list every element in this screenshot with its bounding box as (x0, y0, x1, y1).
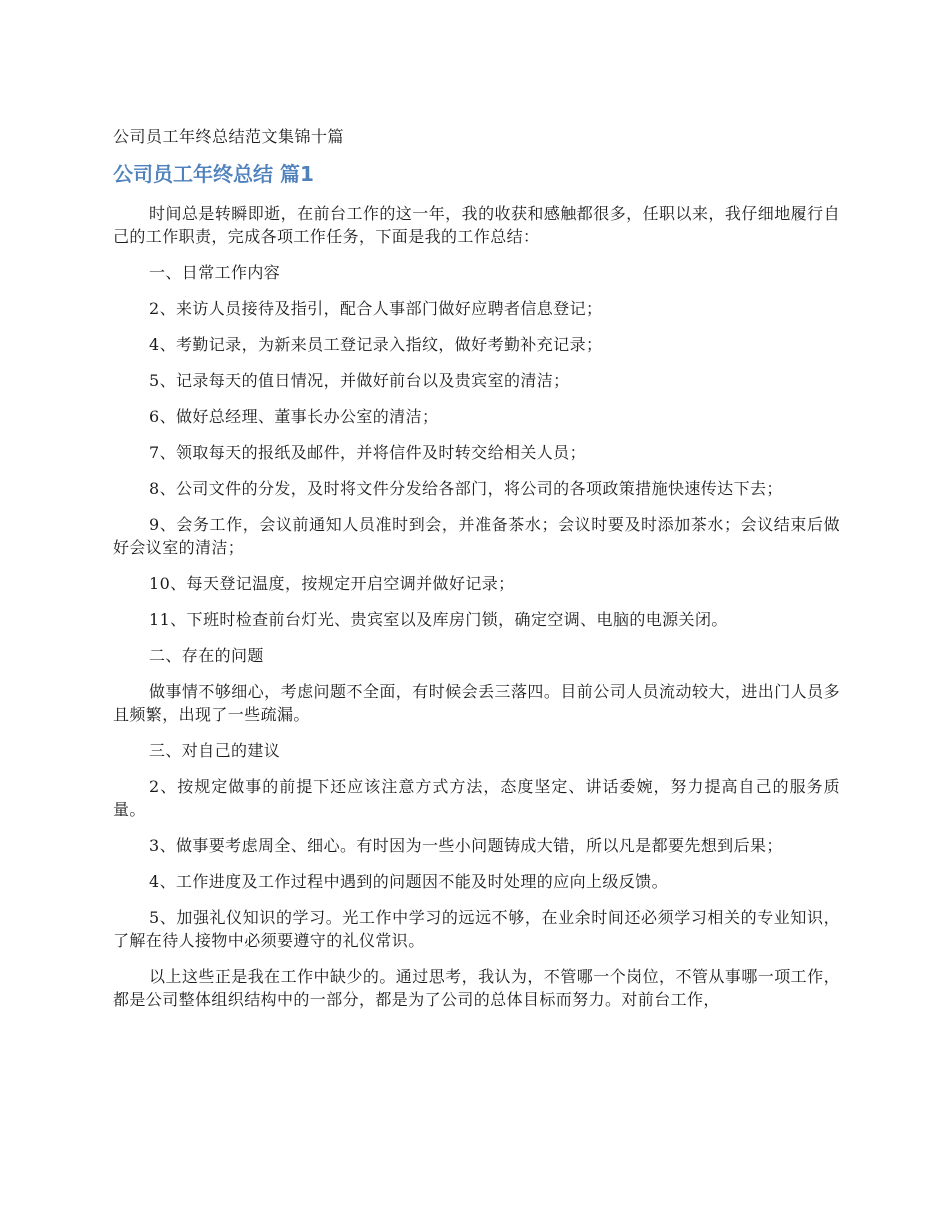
subheading-daily-work: 一、日常工作内容 (149, 263, 281, 282)
list-item: 4、考勤记录，为新来员工登记录入指纹，做好考勤补充记录； (149, 335, 603, 354)
list-item: 4、工作进度及工作过程中遇到的问题因不能及时处理的应向上级反馈。 (149, 872, 668, 891)
list-item: 6、做好总经理、董事长办公室的清洁； (149, 407, 439, 426)
list-item: 11、下班时检查前台灯光、贵宾室以及库房门锁，确定空调、电脑的电源关闭。 (149, 610, 728, 629)
list-item: 8、公司文件的分发，及时将文件分发给各部门，将公司的各项政策措施快速传达下去； (149, 479, 783, 498)
subheading-problems: 二、存在的问题 (149, 646, 264, 665)
list-item: 2、按规定做事的前提下还应该注意方式方法，态度坚定、讲话委婉，努力提高自己的服务质量。 (113, 777, 840, 819)
list-item: 9、会务工作，会议前通知人员准时到会，并准备茶水；会议时要及时添加茶水；会议结束后做好会议室的清洁； (113, 515, 840, 557)
paragraph-problems: 做事情不够细心，考虑问题不全面，有时候会丢三落四。目前公司人员流动较大，进出门人员多且频繁，出现了一些疏漏。 (113, 682, 840, 724)
list-item: 2、来访人员接待及指引，配合人事部门做好应聘者信息登记； (149, 299, 603, 318)
paragraph-intro: 时间总是转瞬即逝，在前台工作的这一年，我的收获和感触都很多，任职以来，我仔细地履行自己的工作职责，完成各项工作任务，下面是我的工作总结： (113, 204, 840, 246)
paragraph-conclusion: 以上这些正是我在工作中缺少的。通过思考，我认为，不管哪一个岗位，不管从事哪一项工作，都是公司整体组织结构中的一部分，都是为了公司的总体目标而努力。对前台工作， (113, 967, 840, 1009)
section-heading: 公司员工年终总结 篇1 (113, 162, 314, 186)
list-item: 7、领取每天的报纸及邮件，并将信件及时转交给相关人员； (149, 443, 586, 462)
list-item: 3、做事要考虑周全、细心。有时因为一些小问题铸成大错，所以凡是都要先想到后果； (149, 836, 783, 855)
document-title: 公司员工年终总结范文集锦十篇 (113, 127, 345, 146)
list-item: 10、每天登记温度，按规定开启空调并做好记录； (149, 574, 515, 593)
subheading-suggestions: 三、对自己的建议 (149, 741, 281, 760)
list-item: 5、记录每天的值日情况，并做好前台以及贵宾室的清洁； (149, 371, 570, 390)
document-page (113, 124, 840, 1024)
list-item: 5、加强礼仪知识的学习。光工作中学习的远远不够，在业余时间还必须学习相关的专业知识，了解在待人接物中必须要遵守的礼仪常识。 (113, 908, 840, 950)
